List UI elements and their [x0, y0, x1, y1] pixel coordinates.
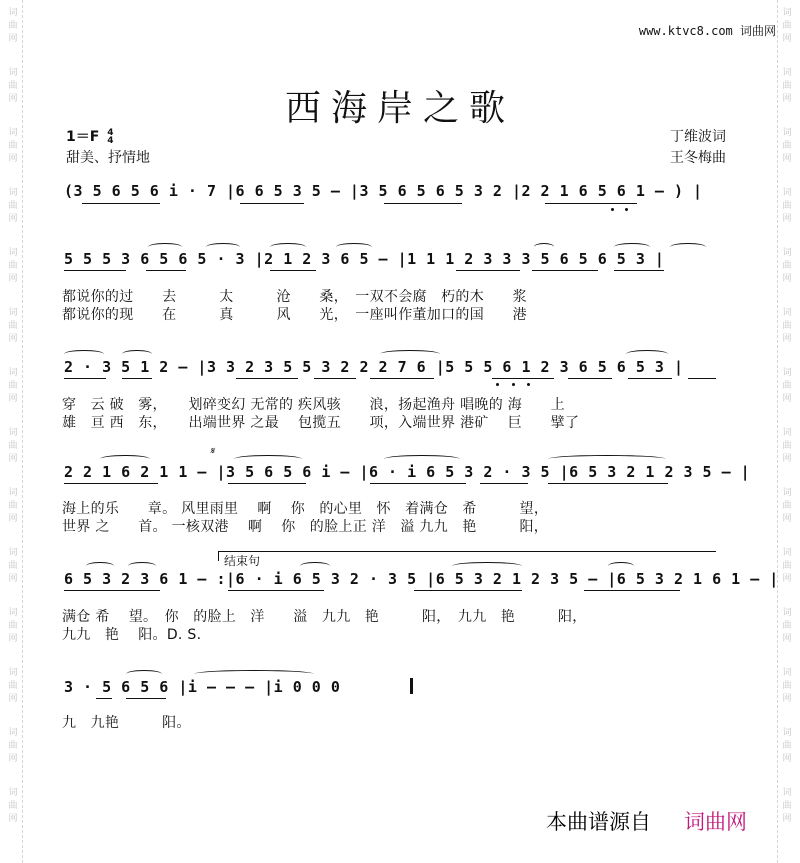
watermark-char: 词	[8, 248, 18, 258]
beam	[456, 270, 520, 271]
slur	[336, 243, 372, 251]
slur	[380, 350, 440, 358]
watermark-char: 词	[8, 428, 18, 438]
slur	[626, 350, 668, 358]
watermark-char: 网	[8, 634, 18, 644]
watermark-char: 网	[8, 94, 18, 104]
chorus-notes: 2 2 1 6 2 1 1 – |3 5 6 5 6 i – |6 · i 6 5 3 2 · 3 5 |6 5 3 2 1 2 3 5 – |	[64, 463, 751, 481]
slur	[300, 562, 330, 570]
lyrics-verse-1-line-2: 穿 云 破 雾， 划碎变幻 无常的 疾风骇 浪，扬起渔舟 唱晚的 海 上	[62, 397, 565, 413]
slur	[534, 243, 554, 251]
slur	[194, 670, 314, 678]
beam	[370, 378, 434, 379]
beam	[64, 270, 126, 271]
watermark-char: 词	[782, 128, 792, 138]
watermark-char: 词	[782, 608, 792, 618]
beam	[236, 378, 298, 379]
watermark-char: 曲	[8, 501, 18, 511]
watermark-char: 曲	[8, 261, 18, 271]
watermark-char: 网	[782, 334, 792, 344]
ending-label: 结束句	[224, 554, 261, 568]
watermark-char: 词	[782, 68, 792, 78]
brand-link[interactable]: 词曲网	[684, 810, 747, 834]
beam	[122, 378, 152, 379]
watermark-char: 词	[782, 788, 792, 798]
lyrics-verse-1-line-3: 海上的乐 章。 风里雨里 啊 你 的心里 怀 着满仓 希 望，	[62, 501, 549, 517]
slur	[608, 562, 634, 570]
watermark-char: 曲	[8, 681, 18, 691]
watermark-char: 词	[782, 548, 792, 558]
watermark-char: 曲	[8, 741, 18, 751]
song-title: 西海岸之歌	[284, 88, 515, 129]
watermark-char: 曲	[8, 321, 18, 331]
watermark-char: 曲	[782, 561, 792, 571]
watermark-char: 网	[8, 394, 18, 404]
watermark-char: 网	[782, 694, 792, 704]
watermark-char: 曲	[782, 141, 792, 151]
slur	[614, 243, 650, 251]
watermark-char: 网	[8, 514, 18, 524]
low-octave-dot	[625, 208, 628, 211]
beam	[480, 483, 528, 484]
watermark-char: 词	[8, 788, 18, 798]
watermark-char: 曲	[8, 381, 18, 391]
site-url[interactable]: www.ktvc8.com 词曲网	[638, 24, 776, 38]
slur	[206, 243, 240, 251]
slur	[100, 455, 150, 463]
watermark-char: 词	[8, 128, 18, 138]
beam	[126, 698, 166, 699]
beam	[614, 270, 664, 271]
slur	[128, 562, 156, 570]
watermark-char: 网	[782, 574, 792, 584]
watermark-char: 词	[8, 68, 18, 78]
beam	[64, 483, 158, 484]
watermark-char: 词	[8, 608, 18, 618]
beam	[568, 378, 612, 379]
watermark-char: 网	[782, 754, 792, 764]
segno-sign: 𝄋	[210, 446, 215, 457]
meter-top: 4	[107, 128, 114, 138]
source-label: 本曲谱源自	[546, 810, 651, 834]
watermark-char: 网	[782, 154, 792, 164]
watermark-char: 词	[8, 188, 18, 198]
ending-bracket-tick	[218, 551, 219, 561]
watermark-char: 网	[8, 214, 18, 224]
watermark-char: 网	[8, 694, 18, 704]
watermark-char: 词	[782, 248, 792, 258]
slur	[384, 455, 460, 463]
watermark-char: 词	[8, 368, 18, 378]
watermark-char: 曲	[782, 801, 792, 811]
beam	[688, 378, 716, 379]
watermark-char: 曲	[782, 81, 792, 91]
watermark-char: 网	[8, 274, 18, 284]
watermark-char: 曲	[8, 21, 18, 31]
watermark-char: 曲	[8, 201, 18, 211]
final-notes: 3 · 5 6 5 6 |i – – – |i 0 0 0	[64, 678, 341, 696]
watermark-char: 词	[782, 188, 792, 198]
watermark-char: 曲	[782, 501, 792, 511]
final-barline	[410, 678, 413, 694]
watermark-char: 网	[8, 754, 18, 764]
watermark-char: 词	[8, 8, 18, 18]
lyrics-ending-line-1: 满仓 希 望。 你 的脸上 洋 溢 九九 艳 阳， 九九 艳 阳，	[62, 609, 587, 625]
beam	[628, 378, 672, 379]
lyricist-credit: 丁维波词	[670, 129, 726, 145]
lyrics-ending-line-2: 九九 艳 阳。D. S.	[62, 627, 202, 643]
composer-credit: 王冬梅曲	[670, 150, 726, 166]
time-signature	[107, 129, 113, 145]
watermark-char: 网	[782, 634, 792, 644]
watermark-char: 曲	[8, 621, 18, 631]
beam	[270, 270, 316, 271]
watermark-char: 词	[8, 728, 18, 738]
beam	[228, 590, 324, 591]
watermark-char: 曲	[782, 381, 792, 391]
watermark-char: 网	[782, 514, 792, 524]
watermark-char: 网	[8, 34, 18, 44]
watermark-char: 曲	[8, 561, 18, 571]
watermark-char: 词	[8, 548, 18, 558]
beam	[82, 203, 160, 204]
slur	[86, 562, 114, 570]
slur	[122, 350, 152, 358]
beam	[240, 203, 304, 204]
verse-notes-1: 5 5 5 3 6 5 6 5 · 3 |2 1 2 3 6 5 – |1 1 1 2 3 3 3 5 6 5 6 5 3 |	[64, 250, 665, 268]
watermark-char: 曲	[782, 201, 792, 211]
watermark-char: 曲	[782, 261, 792, 271]
watermark-char: 词	[8, 488, 18, 498]
watermark-char: 网	[8, 814, 18, 824]
mood-marking: 甜美、抒情地	[66, 150, 150, 166]
watermark-char: 曲	[8, 141, 18, 151]
beam	[414, 590, 522, 591]
beam	[370, 483, 466, 484]
watermark-char: 词	[8, 668, 18, 678]
slur	[148, 243, 182, 251]
beam	[64, 590, 160, 591]
watermark-char: 网	[782, 394, 792, 404]
slur	[234, 455, 302, 463]
slur	[270, 243, 306, 251]
slur	[126, 670, 162, 678]
beam	[492, 378, 554, 379]
watermark-char: 网	[8, 334, 18, 344]
low-octave-dot	[496, 383, 499, 386]
verse-notes-2: 2 · 3 5 1 2 – |3 3 2 3 5 5 3 2 2 2 7 6 |5 5 5 6 1 2 3 6 5 6 5 3 |	[64, 358, 684, 376]
watermark-char: 网	[782, 214, 792, 224]
watermark-char: 网	[782, 34, 792, 44]
watermark-char: 词	[782, 308, 792, 318]
slur	[670, 243, 706, 251]
watermark-char: 曲	[782, 621, 792, 631]
beam	[96, 698, 112, 699]
watermark-char: 网	[8, 154, 18, 164]
beam	[584, 590, 680, 591]
low-octave-dot	[512, 383, 515, 386]
watermark-char: 网	[782, 94, 792, 104]
beam	[384, 203, 462, 204]
watermark-char: 网	[782, 274, 792, 284]
beam	[532, 270, 598, 271]
watermark-char: 曲	[782, 741, 792, 751]
watermark-char: 词	[8, 308, 18, 318]
beam	[545, 203, 637, 204]
beam	[146, 270, 186, 271]
watermark-char: 曲	[8, 801, 18, 811]
watermark-char: 网	[782, 814, 792, 824]
lyrics-final: 九 九艳 阳。	[62, 715, 191, 731]
slur	[452, 562, 522, 570]
watermark-char: 词	[782, 428, 792, 438]
low-octave-dot	[611, 208, 614, 211]
ending-notes: 6 5 3 2 3 6 1 – :|6 · i 6 5 3 2 · 3 5 |6 5 3 2 1 2 3 5 – |6 5 3 2 1 6 1 – |	[64, 570, 779, 588]
lyrics-verse-2-line-3: 世界 之 首。 一核双港 啊 你 的脸上正 洋 溢 九九 艳 阳，	[62, 519, 549, 535]
watermark-char: 词	[782, 488, 792, 498]
key-signature	[66, 126, 113, 146]
meter-bottom: 4	[107, 136, 114, 146]
watermark-char: 曲	[8, 81, 18, 91]
beam	[64, 378, 106, 379]
watermark-char: 词	[782, 668, 792, 678]
key-text: 1＝F	[66, 129, 100, 145]
watermark-char: 网	[782, 454, 792, 464]
lyrics-verse-1-line-1: 都说你的过 去 太 沧 桑， 一双不会腐 朽的木 浆	[62, 289, 527, 305]
slur	[548, 455, 666, 463]
watermark-char: 曲	[782, 21, 792, 31]
lyrics-verse-2-line-1: 都说你的现 在 真 风 光， 一座叫作董加口的国 港	[62, 307, 527, 323]
watermark-char: 曲	[782, 441, 792, 451]
beam	[314, 378, 356, 379]
watermark-char: 词	[782, 368, 792, 378]
low-octave-dot	[527, 383, 530, 386]
watermark-char: 词	[782, 728, 792, 738]
watermark-char: 网	[8, 454, 18, 464]
watermark-char: 网	[8, 574, 18, 584]
beam	[228, 483, 306, 484]
watermark-char: 曲	[8, 441, 18, 451]
beam	[548, 483, 668, 484]
slur	[64, 350, 104, 358]
watermark-char: 曲	[782, 681, 792, 691]
watermark-char: 词	[782, 8, 792, 18]
lyrics-verse-2-line-2: 雄 亘 西 东， 出端世界 之最 包揽五 项，入端世界 港矿 巨 擘了	[62, 415, 580, 431]
intro-notes: (3 5 6 5 6 i · 7 |6 6 5 3 5 – |3 5 6 5 6 5 3 2 |2 2 1 6 5 6 1 – ) |	[64, 182, 703, 200]
ending-bracket	[218, 551, 716, 552]
watermark-char: 曲	[782, 321, 792, 331]
